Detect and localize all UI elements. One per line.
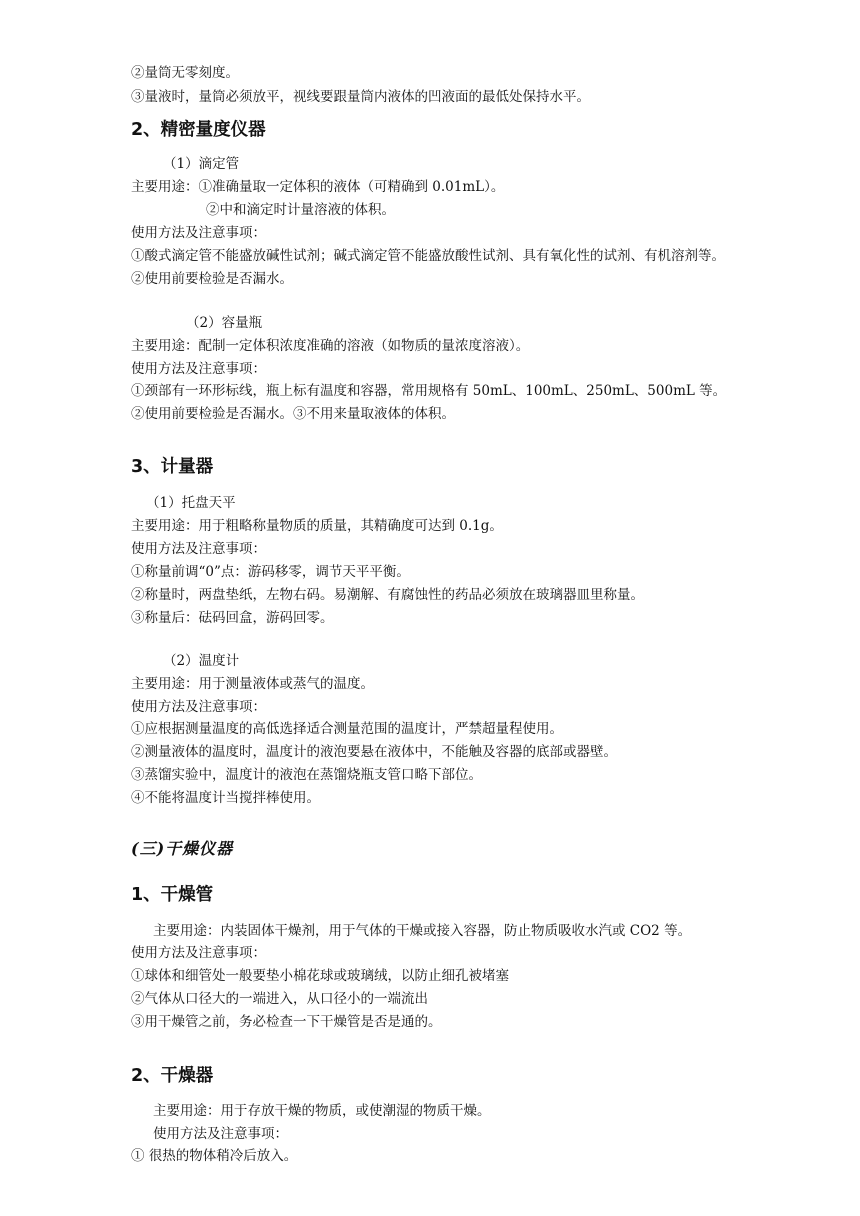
text-line: ②气体从口径大的一端进入，从口径小的一端流出 — [131, 991, 428, 1007]
text-line: ③量液时，量筒必须放平，视线要跟量筒内液体的凹液面的最低处保持水平。 — [131, 89, 590, 105]
section-heading: 1、干燥管 — [131, 885, 214, 905]
text-line: 主要用途：用于粗略称量物质的质量，其精确度可达到 0.1g。 — [131, 518, 503, 534]
text-line: 主要用途：用于测量液体或蒸气的温度。 — [131, 676, 374, 692]
text-line: 使用方法及注意事项： — [131, 541, 266, 557]
text-line: ②中和滴定时计量溶液的体积。 — [206, 202, 395, 218]
text-line: 主要用途：配制一定体积浓度准确的溶液（如物质的量浓度溶液）。 — [131, 338, 530, 354]
text-line: ②称量时，两盘垫纸，左物右码。易潮解、有腐蚀性的药品必须放在玻璃器皿里称量。 — [131, 587, 644, 603]
text-line: 主要用途：①准确量取一定体积的液体（可精确到 0.01mL）。 — [131, 179, 505, 195]
text-line: ②量筒无零刻度。 — [131, 65, 239, 81]
subsection-heading: （2）温度计 — [163, 653, 240, 669]
text-line: 使用方法及注意事项： — [131, 225, 266, 241]
text-line: ③蒸馏实验中，温度计的液泡在蒸馏烧瓶支管口略下部位。 — [131, 767, 482, 783]
text-line: 使用方法及注意事项： — [131, 945, 266, 961]
text-line: 主要用途：内装固体干燥剂，用于气体的干燥或接入容器，防止物质吸收水汽或 CO2 等。 — [153, 923, 692, 939]
text-line: 使用方法及注意事项： — [131, 699, 266, 715]
text-line: ①球体和细管处一般要垫小棉花球或玻璃绒，以防止细孔被堵塞 — [131, 968, 509, 984]
text-line: ①颈部有一环形标线，瓶上标有温度和容器，常用规格有 50mL、100mL、250mL、500mL 等。 — [131, 383, 727, 399]
section-heading: 2、精密量度仪器 — [131, 120, 266, 140]
text-line: ①酸式滴定管不能盛放碱性试剂；碱式滴定管不能盛放酸性试剂、具有氧化性的试剂、有机溶剂等。 — [131, 248, 725, 264]
text-line: ②使用前要检验是否漏水。③不用来量取液体的体积。 — [131, 406, 455, 422]
text-line: ③用干燥管之前，务必检查一下干燥管是否是通的。 — [131, 1014, 442, 1030]
text-line: 主要用途：用于存放干燥的物质，或使潮湿的物质干燥。 — [153, 1103, 491, 1119]
text-line: 使用方法及注意事项： — [131, 361, 266, 377]
text-line: ①称量前调“0”点：游码移零，调节天平平衡。 — [131, 564, 410, 580]
text-line: ②测量液体的温度时，温度计的液泡要悬在液体中，不能触及容器的底部或器壁。 — [131, 744, 617, 760]
section-heading: 2、干燥器 — [131, 1066, 214, 1086]
text-line: ③称量后：砝码回盒，游码回零。 — [131, 610, 334, 626]
chapter-heading: (三)干燥仪器 — [131, 839, 234, 858]
subsection-heading: （1）托盘天平 — [146, 495, 236, 511]
text-line: ④不能将温度计当搅拌棒使用。 — [131, 790, 320, 806]
subsection-heading: （2）容量瓶 — [186, 315, 263, 331]
text-line: 使用方法及注意事项： — [153, 1126, 288, 1142]
section-heading: 3、计量器 — [131, 457, 214, 477]
text-line: ① 很热的物体稍冷后放入。 — [131, 1148, 298, 1164]
subsection-heading: （1）滴定管 — [163, 156, 240, 172]
text-line: ①应根据测量温度的高低选择适合测量范围的温度计，严禁超量程使用。 — [131, 721, 563, 737]
text-line: ②使用前要检验是否漏水。 — [131, 271, 293, 287]
